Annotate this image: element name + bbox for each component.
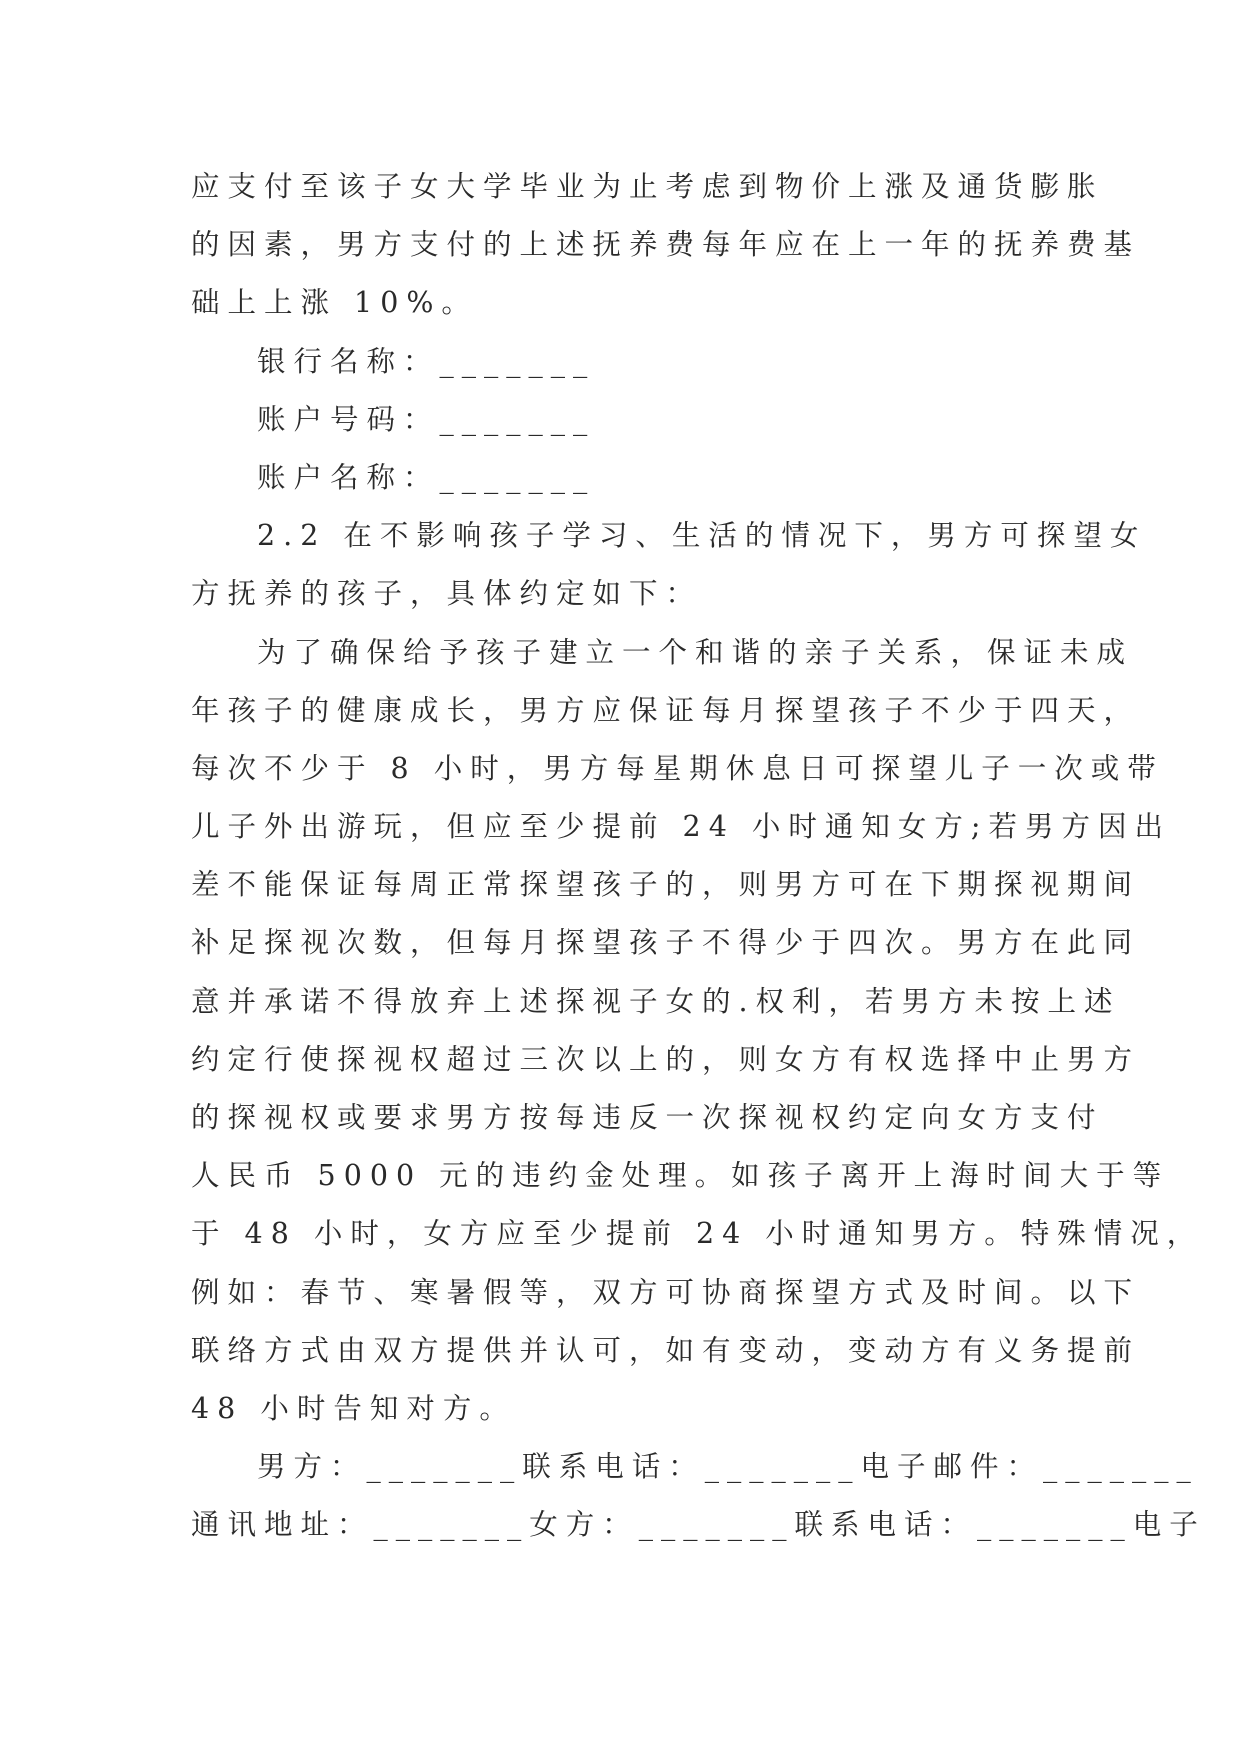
text-line: 于 48 小时，女方应至少提前 24 小时通知男方。特殊情况， xyxy=(191,1217,1204,1251)
bank-name-field: 银行名称：_______ xyxy=(257,344,596,378)
account-name-field: 账户名称：_______ xyxy=(257,460,596,494)
text-line: 的探视权或要求男方按每违反一次探视权约定向女方支付 xyxy=(191,1101,1104,1134)
section-2-2-heading-line: 2.2 在不影响孩子学习、生活的情况下，男方可探望女 xyxy=(257,519,1147,553)
text-line: 人民币 5000 元的违约金处理。如孩子离开上海时间大于等 xyxy=(191,1159,1170,1193)
female-contact-fields: 通讯地址：_______女方：_______联系电话：_______电子 xyxy=(191,1508,1206,1542)
text-line: 差不能保证每周正常探望孩子的，则男方可在下期探视期间 xyxy=(191,868,1141,902)
account-number-field: 账户号码：_______ xyxy=(257,402,596,436)
text-line: 约定行使探视权超过三次以上的，则女方有权选择中止男方 xyxy=(191,1042,1141,1076)
text-line: 48 小时告知对方。 xyxy=(191,1391,516,1425)
text-line: 应支付至该子女大学毕业为止考虑到物价上涨及通货膨胀 xyxy=(191,170,1104,203)
paragraph-start-line: 为了确保给予孩子建立一个和谐的亲子关系，保证未成 xyxy=(257,635,1134,669)
text-line: 意并承诺不得放弃上述探视子女的.权利，若男方未按上述 xyxy=(191,984,1121,1018)
document-body xyxy=(191,158,1206,1555)
text-line: 每次不少于 8 小时，男方每星期休息日可探望儿子一次或带 xyxy=(191,751,1164,785)
text-line: 儿子外出游玩，但应至少提前 24 小时通知女方;若男方因出 xyxy=(191,810,1171,844)
text-line: 础上上涨 10%。 xyxy=(191,286,478,320)
text-line: 的因素，男方支付的上述抚养费每年应在上一年的抚养费基 xyxy=(191,228,1141,262)
text-line: 例如：春节、寒暑假等，双方可协商探望方式及时间。以下 xyxy=(191,1275,1141,1309)
text-line: 联络方式由双方提供并认可，如有变动，变动方有义务提前 xyxy=(191,1333,1141,1367)
text-line: 方抚养的孩子，具体约定如下： xyxy=(191,577,703,611)
text-line: 补足探视次数，但每月探望孩子不得少于四次。男方在此同 xyxy=(191,926,1141,960)
male-contact-fields: 男方：_______联系电话：_______电子邮件：_______ xyxy=(257,1450,1199,1484)
text-line: 年孩子的健康成长，男方应保证每月探望孩子不少于四天， xyxy=(191,693,1141,727)
